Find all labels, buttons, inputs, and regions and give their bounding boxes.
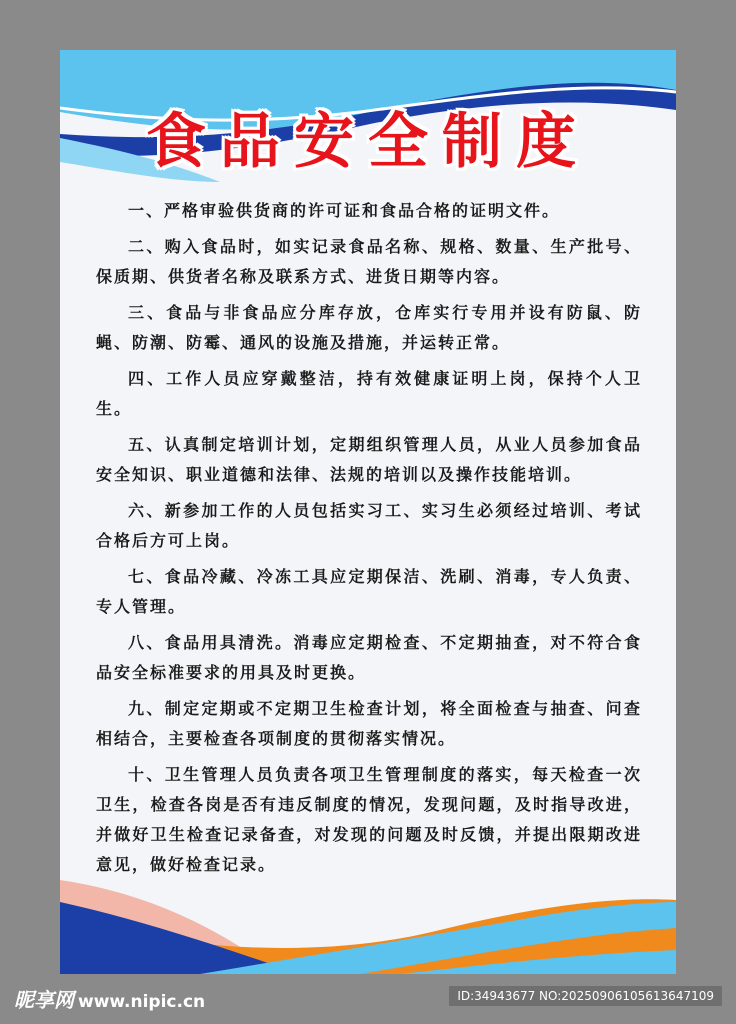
- rule-1: 一、严格审验供货商的许可证和食品合格的证明文件。: [128, 201, 561, 220]
- poster-title: 食品安全制度: [146, 107, 590, 177]
- watermark-id: ID:34943677 NO:20250906105613647109: [449, 986, 722, 1006]
- rule-10: 十、卫生管理人员负责各项卫生管理制度的落实，每天检查一次卫生，检查各岗是否有违反制度的情况，发现问题，及时指导改进，并做好卫生检查记录备查，对发现的问题及时反馈，并提出限期改进意见，做好检查记录。: [96, 765, 642, 874]
- rule-2: 二、购入食品时，如实记录食品名称、规格、数量、生产批号、保质期、供货者名称及联系方式、进货日期等内容。: [96, 237, 642, 286]
- watermark-brand: [14, 984, 205, 1013]
- rule-7: 七、食品冷藏、冷冻工具应定期保洁、洗刷、消毒，专人负责、专人管理。: [96, 567, 642, 616]
- rule-3: 三、食品与非食品应分库存放，仓库实行专用并设有防鼠、防蝇、防潮、防霉、通风的设施及措施，并运转正常。: [96, 303, 642, 352]
- rule-9: 九、制定定期或不定期卫生检查计划，将全面检查与抽查、问查相结合，主要检查各项制度的贯彻落实情况。: [96, 699, 642, 748]
- rule-8: 八、食品用具清洗。消毒应定期检查、不定期抽查，对不符合食品安全标准要求的用具及时更换。: [96, 633, 642, 682]
- rule-4: 四、工作人员应穿戴整洁，持有效健康证明上岗，保持个人卫生。: [96, 369, 642, 418]
- poster: [60, 50, 676, 974]
- watermark-url: www.nipic.cn: [78, 992, 206, 1012]
- rule-5: 五、认真制定培训计划，定期组织管理人员，从业人员参加食品安全知识、职业道德和法律、法规的培训以及操作技能培训。: [96, 435, 642, 484]
- rules-list: [96, 196, 642, 886]
- rule-6: 六、新参加工作的人员包括实习工、实习生必须经过培训、考试合格后方可上岗。: [96, 501, 642, 550]
- bottom-wave-blue: [60, 902, 300, 974]
- watermark-brand-name: 昵享网: [14, 988, 74, 1012]
